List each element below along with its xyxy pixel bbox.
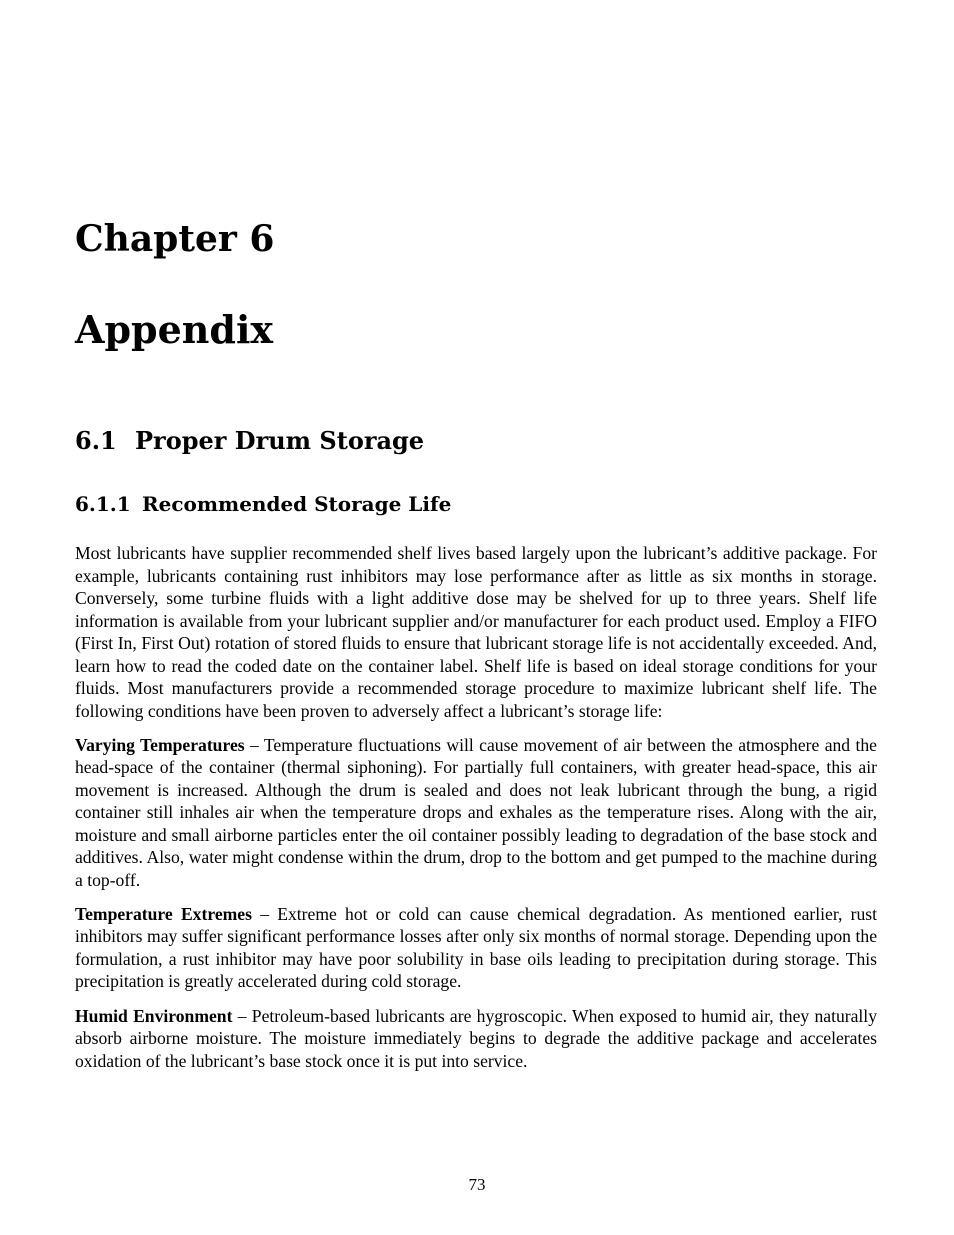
section-heading [75,427,424,456]
condition-text: – Extreme hot or cold can cause chemical degradation. As mentioned earlier, rust inhibitors may suffer significant performance losses after only six months of normal storage. Depending upon the formulation, a rust inhibitor may have poor solubility in base oils leading to precipitation during storage. This precipitation is greatly accelerated during cold storage. [75,903,877,992]
chapter-title: Appendix [75,307,274,352]
chapter-label: Chapter 6 [75,218,275,260]
condition-term: Humid Environment [75,1005,233,1026]
condition-text: – Temperature fluctuations will cause movement of air between the atmosphere and the head-space of the container (thermal siphoning). For partially full containers, with greater head-space, this air movement is increased. Although the drum is sealed and does not leak lubricant through the bung, a rigid container still inhales air when the temperature drops and exhales as the temperature rises. Along with the air, moisture and small airborne particles enter the oil container possibly leading to degradation of the base stock and additives. Also, water might condense within the drum, drop to the bottom and get pumped to the machine during a top-off. [75,734,877,890]
condition-text: – Petroleum-based lubricants are hygroscopic. When exposed to humid air, they naturally absorb airborne moisture. The moisture immediately begins to degrade the additive package and accelerates oxidation of the lubricant’s base stock once it is put into service. [75,1005,877,1071]
body-text [75,542,877,1084]
intro-paragraph: Most lubricants have supplier recommended shelf lives based largely upon the lubricant’s additive package. For example, lubricants containing rust inhibitors may lose performance after as little as six months in storage. Conversely, some turbine fluids with a light additive dose may be shelved for up to three years. Shelf life information is available from your lubricant supplier and/or manufacturer for each product used. Employ a FIFO (First In, First Out) rotation of stored fluids to ensure that lubricant storage life is not accidentally exceeded. And, learn how to read the coded date on the container label. Shelf life is based on ideal storage conditions for your fluids. Most manufacturers provide a recommended storage procedure to maximize lubricant shelf life. The following conditions have been proven to adversely affect a lubricant’s storage life: [75,543,877,721]
condition-term: Varying Temperatures [75,734,245,755]
section-title: Proper Drum Storage [135,426,425,455]
subsection-number: 6.1.1 [75,492,131,516]
condition-paragraph-varying-temperatures [75,734,877,892]
page-number: 73 [468,1175,486,1194]
section-number: 6.1 [75,426,117,455]
condition-paragraph-temperature-extremes [75,903,877,993]
condition-paragraph-humid-environment [75,1005,877,1073]
subsection-title: Recommended Storage Life [142,492,452,516]
subsection-heading [75,492,451,516]
condition-term: Temperature Extremes [75,903,252,924]
